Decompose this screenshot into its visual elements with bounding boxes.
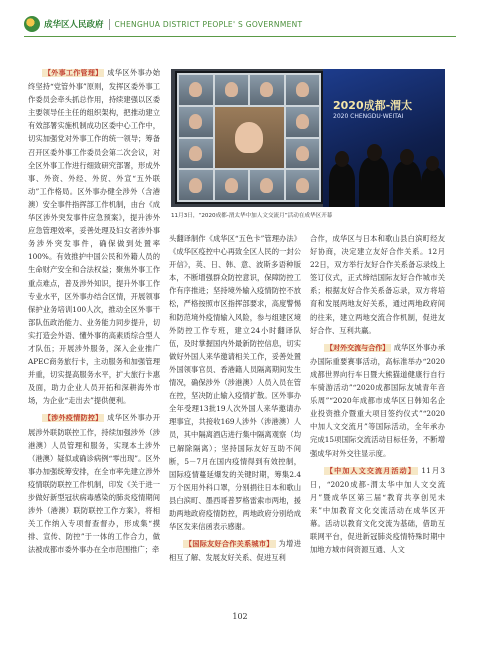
- section-tag: 【对外交流与合作】: [326, 343, 390, 352]
- page-header: [24, 12, 456, 37]
- video-conference-screen: [175, 71, 323, 204]
- paragraph-china-canada-month: [310, 464, 445, 557]
- audience: [323, 137, 445, 207]
- header-divider: [109, 19, 110, 30]
- section-tag: 【涉外疫情防控】: [44, 414, 103, 423]
- paragraph-text: 为增进相互了解、发展友好关系、促进互利: [169, 539, 302, 563]
- photo-caption: 11月3日，“2020成都-渭太华中加人文交流月”活动在成华区开幕: [171, 213, 333, 219]
- page-number: 102: [232, 612, 248, 621]
- paragraph-text: 成华区外事办承办国际重要赛事活动，高标准举办“2020成都世界向行车日暨大熊猫道健康行自行车骑游活动”“2020成都国际友城青年音乐周”“2020年成都市成华区日韩知名企业投资推介暨重大项目签约仪式”“2020中加人文交流月”等国际活动，全年承办完成15项国际交流活动目标任务，不断增强成华对外交往显示度。: [310, 342, 446, 458]
- site-name: 成华区人民政府: [44, 20, 104, 30]
- district-logo-icon: [24, 16, 40, 32]
- column-3: [310, 232, 445, 556]
- paragraph-text: 成华区外事办始终坚持“党管外事”原则，发挥区委外事工作委员会牵头抓总作用，持续建强以区委主要领导任主任的组织架构，把推动建立有效部署实施机制成功区委中心工作中，切实加强党对外事工作的统一领导；筹备召开区委外事工作委员会第二次会议，对全区外事工作进行细致研究部署，形成外事、外资、外经、外贸、外宣“五外联动”工作格局。区外事办健全涉外（含港澳）安全事件指挥部工作机制，由台《成华区涉外突发事件应急预案》，提升涉外应急管理效率，妥善处理及妇女者涉外事务涉外突发事件，确保做到处置率100%。有效推护中国公民和外籍人员的生命财产安全和合法权益；聚焦外事工作重点难点，普及涉外知识，提升外事工作专业水平，区外事办结合区情，开展领事保护业务培训100人次，推动全区外事干部队伍政治能力、业务能力同步提升，切实打造会外语、懂外事的高素质综合型人才队伍；开展涉外服务，深入企业推广APEC商务旅行卡，主动服务和加强管理并重，切实提高服务水平，扩大旅行卡惠及面，助力企业人员开拓和深耕海外市场，为企业“走出去”提供便利。: [28, 68, 161, 406]
- column-2: [169, 232, 301, 564]
- paragraph-friendly-cities-cont: 合作，成华区与日本和歌山县白滨町经友好协商，决定建立友好合作关系。12月22日，双方举行友好合作关系备忘录线上签订仪式，正式缔结国际友好合作城市关系；根据友好合作关系备忘录，双方将培育和发展两地友好关系，通过两地政府间的往来，建立两地交流合作机制，促进友好合作、互利共赢。: [310, 234, 445, 335]
- site-name-en: CHENGHUA DISTRICT PEOPLE' S GOVERNMENT: [114, 19, 303, 29]
- section-tag: 【国际友好合作关系城市】: [185, 540, 274, 549]
- stage-banner-title: 2020成都-渭太: [333, 99, 413, 112]
- paragraph-friendly-cities: [169, 537, 301, 564]
- stage-banner-subtitle: 2020 CHENGDU·WEITAI: [333, 113, 404, 120]
- event-stage: [323, 69, 445, 207]
- paragraph-text: 11月3日，“2020成都-渭太华中加人文交流月”暨成华区第三届“教育共享创见未来”中加教育文化交流活动在成华区开幕。活动以教育文化交流为基础，借助互联网平台，促进新冠肺炎疫情特殊时期中加地方城市间资源互通、人文: [310, 465, 445, 555]
- section-tag: 【外事工作管理】: [44, 69, 103, 77]
- column-1: [28, 66, 160, 556]
- paragraph-epidemic-control: [28, 411, 160, 556]
- paragraph-epidemic-control-cont: 头翻译制作《成华区“五色卡”管理办法》《成华区疫控中心再致全区人民的一封公开信》，英、日、韩、意、波斯多语种版本，不断增强群众防控意识，保障防控工作有序推进；坚持境外输入疫情防控不放松，严格按照市区指挥部要求，高度警惕和防范境外疫情输入风险，参与组建区境外防控工作专班，建立24小时翻译队伍，及时掌握国内外最新防控信息，切实做好外国人来华邀请相关工作，妥善处置外国领事官员、香港籍人员隔离期间发生情况，确保涉外（涉港澳）人员入员在管在控，坚决防止输入疫情扩散。区外事办全年受理13批19人次外国人来华邀请办理事宜，共接收169人涉外（涉港澳）人员，其中隔离酒店进行集中隔离观察（均已解除隔离）；坚持国际友好互助不间断，5－7月在国内疫情得到有效控制，国际疫情蔓延爆发的关键时期，筹集2.4万个医用外科口罩，分别捐往日本和歌山县白滨町、墨西哥普罗格雷索市两地，援助两地政府疫情防控，两地政府分别给成华区发来信函表示感谢。: [169, 234, 301, 532]
- paragraph-foreign-affairs-management: [28, 66, 160, 407]
- section-tag: 【中加人文交流月活动】: [326, 466, 416, 475]
- paragraph-external-exchange: [310, 341, 445, 460]
- event-photo: [171, 69, 445, 207]
- paragraph-text: 成华区外事办开展涉外联防联控工作，持续加强涉外（涉港澳）人员管理和服务，实现本土涉外（港澳）疑似或确诊病例“零出现”。区外事办加强统筹安排，在全市率先建立涉外疫情联防联控工作机制，印发《关于进一步做好新型冠状病毒感染的肺炎疫情期间涉外（港澳）联防联控工作方案》，将相关工作纳入专项督查督办，形成集“摸排、宣传、防控”于一体的工作合力，做法被成都市委外事办在全市范围推广；牵: [28, 413, 161, 555]
